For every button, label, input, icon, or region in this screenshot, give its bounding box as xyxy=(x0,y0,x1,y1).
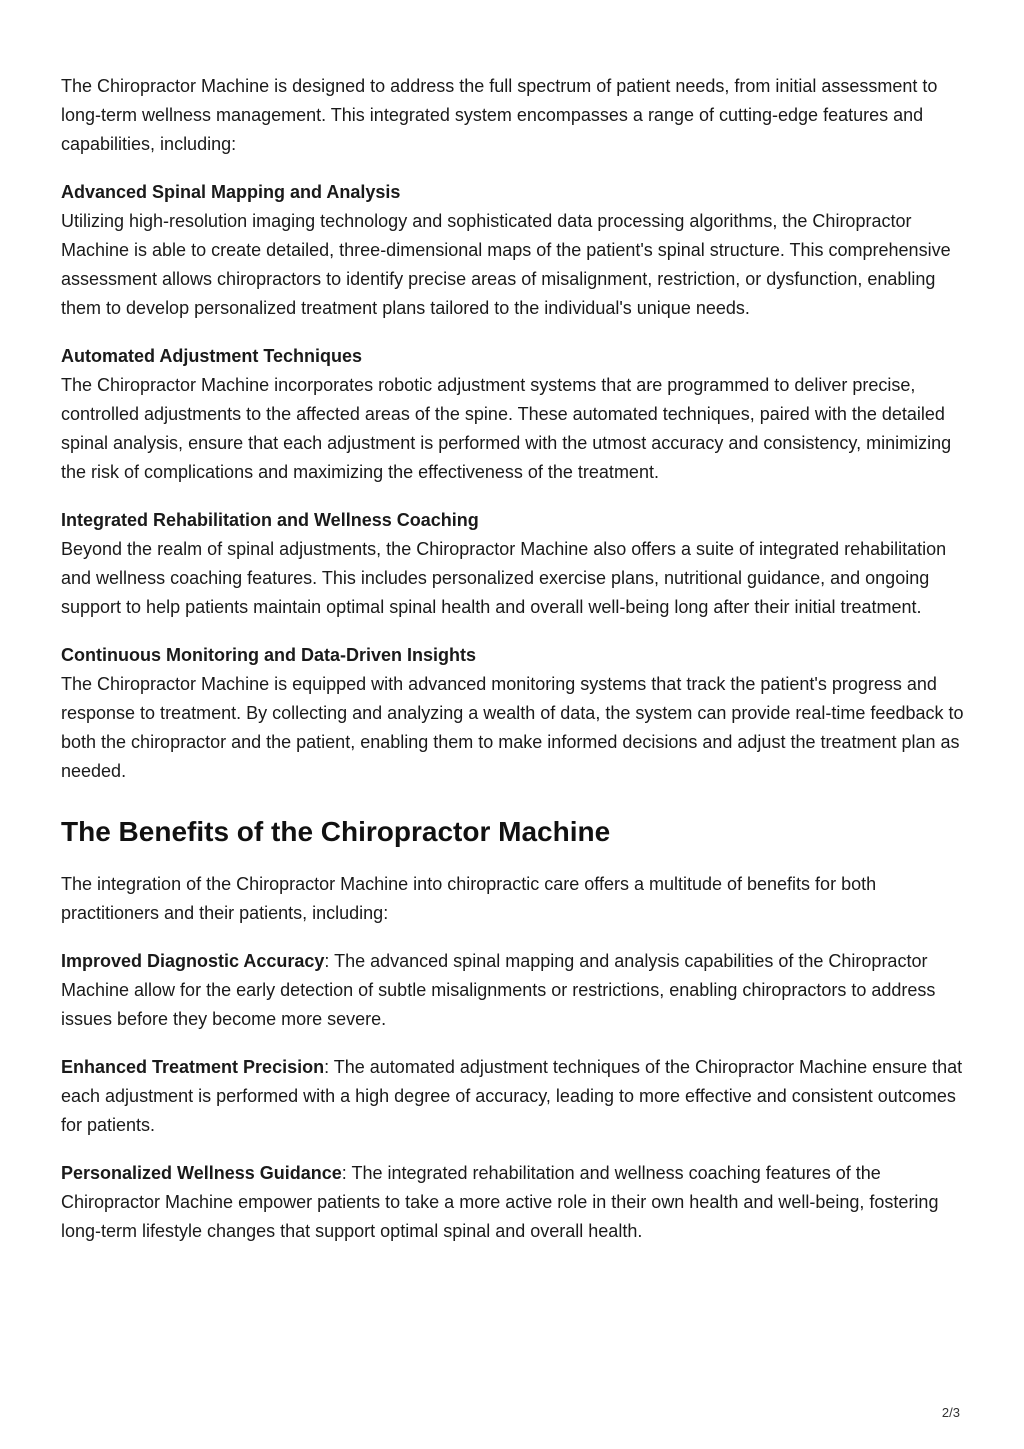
feature-monitoring xyxy=(61,641,967,786)
benefit-body: : The advanced spinal mapping and analysis capabilities of the Chiropractor Machine allow for the early detection of subtle misalignments or restrictions, enabling chiropractors to address issues before they become more severe. xyxy=(61,951,936,1029)
benefit-title: Enhanced Treatment Precision xyxy=(61,1057,325,1077)
feature-title: Integrated Rehabilitation and Wellness Coaching xyxy=(61,510,479,530)
intro-paragraph: The Chiropractor Machine is designed to address the full spectrum of patient needs, from initial assessment to long-term wellness management. This integrated system encompasses a range of cutting-edge features and capabilities, including: xyxy=(61,76,938,154)
feature-body: The Chiropractor Machine is equipped with advanced monitoring systems that track the patient's progress and response to treatment. By collecting and analyzing a wealth of data, the system can provide real-time feedback to both the chiropractor and the patient, enabling them to make informed decisions and adjust the treatment plan as needed. xyxy=(61,674,964,781)
benefit-wellness-guidance xyxy=(61,1159,967,1246)
benefit-body: : The integrated rehabilitation and wellness coaching features of the Chiropractor Machine empower patients to take a more active role in their own health and well-being, fostering long-term lifestyle changes that support optimal spinal and overall health. xyxy=(61,1163,939,1241)
benefits-intro: The integration of the Chiropractor Machine into chiropractic care offers a multitude of benefits for both practitioners and their patients, including: xyxy=(61,874,877,923)
feature-body: Beyond the realm of spinal adjustments, the Chiropractor Machine also offers a suite of integrated rehabilitation and wellness coaching features. This includes personalized exercise plans, nutritional guidance, and ongoing support to help patients maintain optimal spinal health and overall well-being long after their initial treatment. xyxy=(61,539,947,617)
benefit-body: : The automated adjustment techniques of the Chiropractor Machine ensure that each adjustment is performed with a high degree of accuracy, leading to more effective and consistent outcomes for patients. xyxy=(61,1057,963,1135)
feature-rehabilitation xyxy=(61,506,967,622)
document-page xyxy=(61,72,967,1265)
feature-body: Utilizing high-resolution imaging technology and sophisticated data processing algorithms, the Chiropractor Machine is able to create detailed, three-dimensional maps of the patient's spinal structure. This comprehensive assessment allows chiropractors to identify precise areas of misalignment, restriction, or dysfunction, enabling them to develop personalized treatment plans tailored to the individual's unique needs. xyxy=(61,211,951,318)
benefit-title: Improved Diagnostic Accuracy xyxy=(61,951,325,971)
benefit-diagnostic-accuracy xyxy=(61,947,967,1034)
feature-automated-adjustment xyxy=(61,342,967,487)
benefit-treatment-precision xyxy=(61,1053,967,1140)
page-number: 2/3 xyxy=(941,1405,960,1420)
feature-title: Continuous Monitoring and Data-Driven Insights xyxy=(61,645,476,665)
feature-spinal-mapping xyxy=(61,178,967,323)
benefit-title: Personalized Wellness Guidance xyxy=(61,1163,342,1183)
feature-title: Advanced Spinal Mapping and Analysis xyxy=(61,182,401,202)
feature-body: The Chiropractor Machine incorporates robotic adjustment systems that are programmed to deliver precise, controlled adjustments to the affected areas of the spine. These automated techniques, paired with the detailed spinal analysis, ensure that each adjustment is performed with the utmost accuracy and consistency, minimizing the risk of complications and maximizing the effectiveness of the treatment. xyxy=(61,375,952,482)
feature-title: Automated Adjustment Techniques xyxy=(61,346,363,366)
benefits-heading: The Benefits of the Chiropractor Machine xyxy=(61,816,611,847)
